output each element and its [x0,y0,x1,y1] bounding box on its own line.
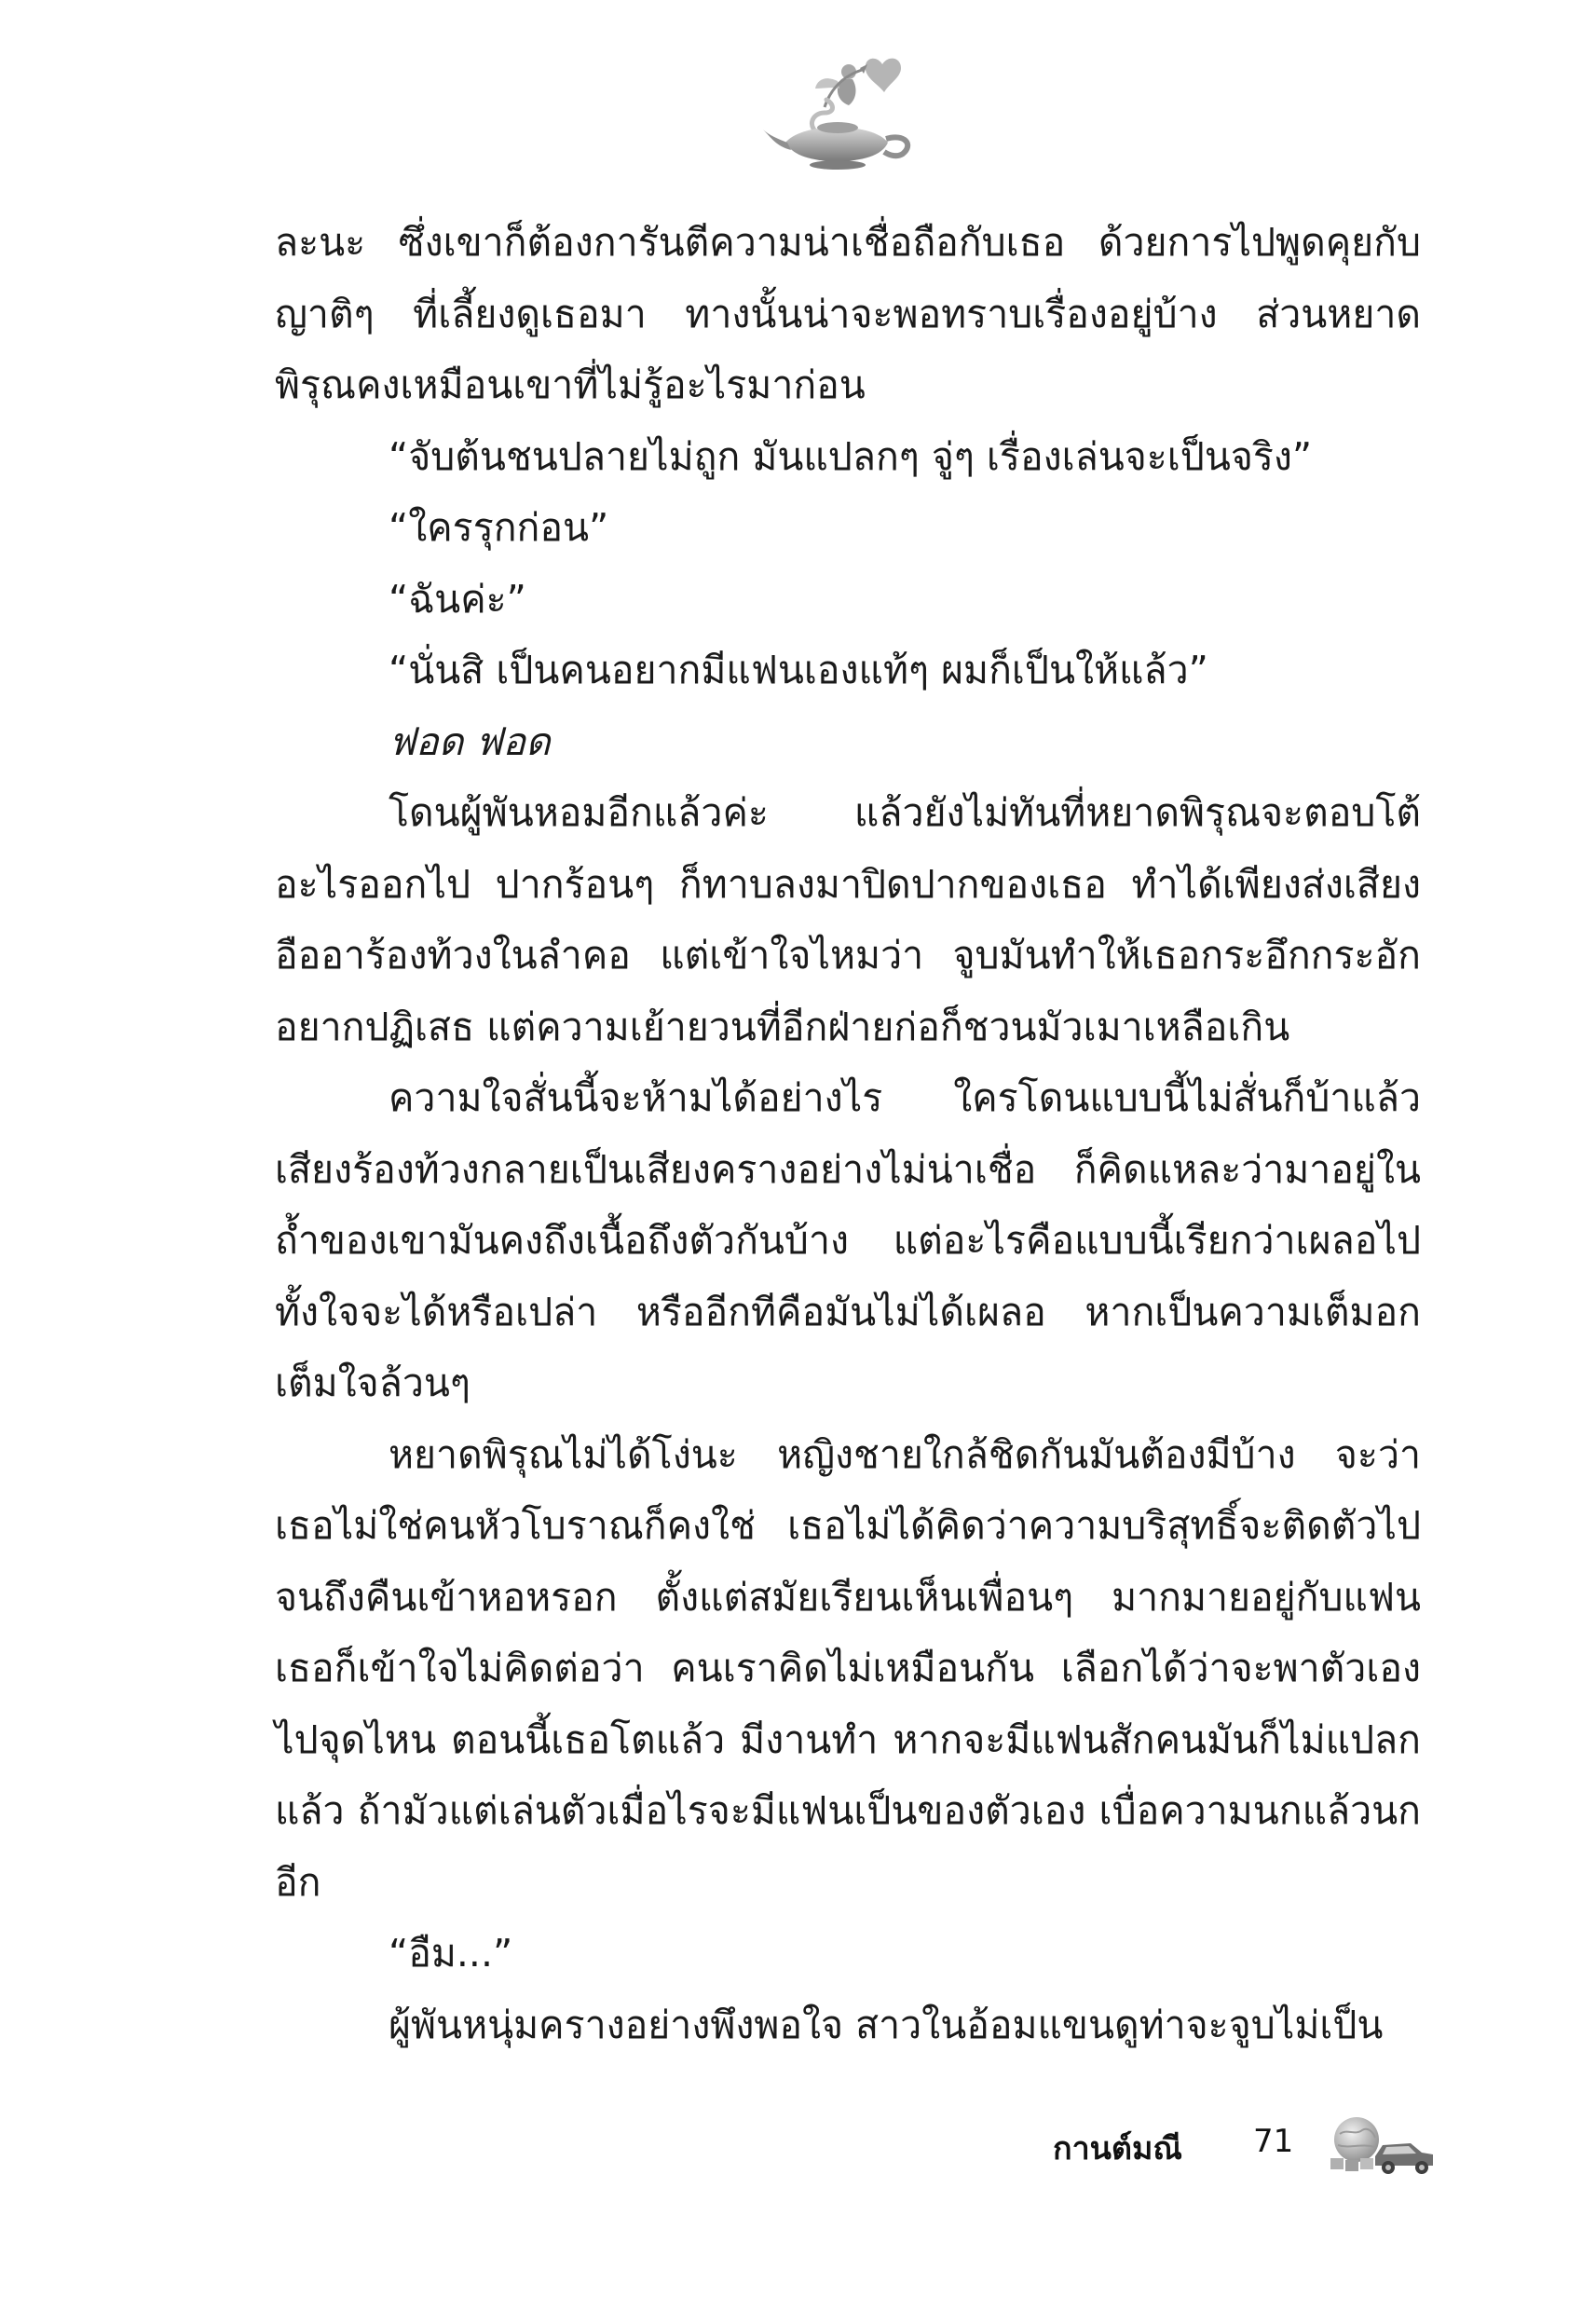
paragraph-1: ละนะ ซึ่งเขาก็ต้องการันตีความน่าเชื่อถือกับเธอ ด้วยการไปพูดคุยกับญาติๆ ที่เลี้ยงดูเธอมา ทางนั้นน่าจะพอทราบเรื่องอยู่บ้าง ส่วนหยาดพิรุณคงเหมือนเขาที่ไม่รู้อะไรมาก่อน [275,220,1421,407]
paragraph-10-dialogue: “อืม...” [389,1931,513,1976]
paragraph-11: ผู้พันหนุ่มครางอย่างพึงพอใจ สาวในอ้อมแขนดูท่าจะจูบไม่เป็น [389,2002,1384,2047]
paragraph-7: โดนผู้พันหอมอีกแล้วค่ะ แล้วยังไม่ทันที่หยาดพิรุณจะตอบโต้อะไรออกไป ปากร้อนๆ ก็ทาบลงมาปิดปากของเธอ ทำได้เพียงส่งเสียงอืออาร้องท้วงในลำคอ แต่เข้าใจไหมว่า จูบมันทำให้เธอกระอึกกระอักอยากปฏิเสธ แต่ความเย้ายวนที่อีกฝ่ายก่อก็ชวนมัวเมาเหลือเกิน [275,790,1421,1049]
paragraph-8: ความใจสั่นนี้จะห้ามได้อย่างไร ใครโดนแบบนี้ไม่สั่นก็บ้าแล้ว เสียงร้องท้วงกลายเป็นเสียงครางอย่างไม่น่าเชื่อ ก็คิดแหละว่ามาอยู่ในถ้ำของเขามันคงถึงเนื้อถึงตัวกันบ้าง แต่อะไรคือแบบนี้เรียกว่าเผลอไปทั้งใจจะได้หรือเปล่า หรืออีกทีคือมันไม่ได้เผลอ หากเป็นความเต็มอกเต็มใจล้วนๆ [275,1075,1421,1405]
paragraph-2-dialogue: “จับต้นชนปลายไม่ถูก มันแปลกๆ จู่ๆ เรื่องเล่นจะเป็นจริง” [389,433,1313,479]
globe-car-icon [1321,2112,1438,2177]
genie-lamp-cupid-icon [759,51,918,172]
book-title: กานต์มณี [1053,2130,1182,2167]
paragraph-5-dialogue: “นั่นสิ เป็นคนอยากมีแฟนเองแท้ๆ ผมก็เป็นให้แล้ว” [389,648,1208,692]
page-footer [0,2104,1596,2188]
paragraph-9: หยาดพิรุณไม่ได้โง่นะ หญิงชายใกล้ชิดกันมันต้องมีบ้าง จะว่าเธอไม่ใช่คนหัวโบราณก็คงใช่ เธอไม่ได้คิดว่าความบริสุทธิ์จะติดตัวไปจนถึงคืนเข้าหอหรอก ตั้งแต่สมัยเรียนเห็นเพื่อนๆ มากมายอยู่กับแฟน เธอก็เข้าใจไม่คิดต่อว่า คนเราคิดไม่เหมือนกัน เลือกได้ว่าจะพาตัวเองไปจุดไหน ตอนนี้เธอโตแล้ว มีงานทำ หากจะมีแฟนสักคนมันก็ไม่แปลกแล้ว ถ้ามัวแต่เล่นตัวเมื่อไรจะมีแฟนเป็นของตัวเอง เบื่อความนกแล้วนกอีก [275,1431,1421,1905]
body-text [275,207,1421,2060]
paragraph-3-dialogue: “ใครรุกก่อน” [389,505,609,550]
paragraph-4-dialogue: “ฉันค่ะ” [389,576,526,622]
page-number: 71 [1253,2123,1294,2160]
paragraph-6-sound-effect: ฟอด ฟอด [389,718,551,764]
